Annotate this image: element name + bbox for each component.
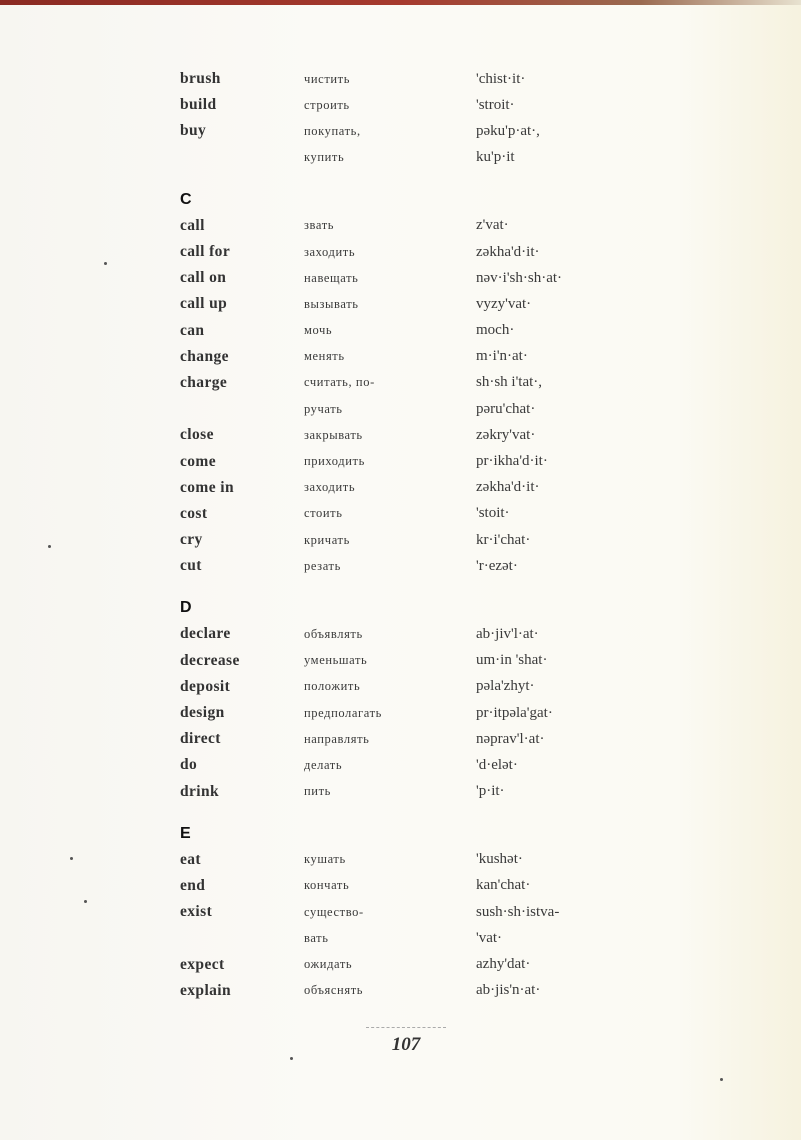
english-word: can xyxy=(180,321,205,339)
transliteration: 'r·ezət· xyxy=(476,557,518,574)
vocabulary-entry xyxy=(180,344,620,370)
page-footer xyxy=(364,1027,448,1056)
transliteration: sush·sh·istva- xyxy=(476,903,560,920)
russian-word: приходить xyxy=(304,454,365,469)
english-word: call up xyxy=(180,295,228,313)
transliteration: sh·sh i'tat·, xyxy=(476,374,543,391)
english-word: expect xyxy=(180,955,225,973)
page-number: 107 xyxy=(391,1034,421,1055)
vocabulary-list xyxy=(180,66,620,1004)
vocabulary-entry xyxy=(180,501,620,527)
russian-word: закрывать xyxy=(304,427,363,442)
vocabulary-entry xyxy=(180,621,620,647)
section-e xyxy=(180,821,620,1004)
transliteration: ku'p·it xyxy=(476,149,515,166)
english-word: cost xyxy=(180,504,208,522)
transliteration: pəru'chat· xyxy=(476,400,536,417)
english-word: eat xyxy=(180,850,201,868)
english-word: come in xyxy=(180,478,235,496)
russian-word: кричать xyxy=(304,532,350,547)
english-word: buy xyxy=(180,122,207,140)
vocabulary-entry xyxy=(180,396,620,422)
transliteration: pr·itpəla'gat· xyxy=(476,704,553,721)
vocabulary-entry xyxy=(180,448,620,474)
vocabulary-entry xyxy=(180,145,620,171)
english-word: close xyxy=(180,426,214,444)
english-word: build xyxy=(180,96,217,114)
english-word: do xyxy=(180,756,198,774)
vocabulary-entry xyxy=(180,118,620,144)
russian-word: мочь xyxy=(304,323,333,338)
transliteration: 'd·elət· xyxy=(476,756,518,773)
transliteration: kan'chat· xyxy=(476,877,531,894)
russian-word: заходить xyxy=(304,244,356,259)
english-word: deposit xyxy=(180,677,231,695)
russian-word: чистить xyxy=(304,71,351,86)
transliteration: kr·i'chat· xyxy=(476,531,531,548)
russian-word: направлять xyxy=(304,731,370,746)
section-b xyxy=(180,66,620,171)
english-word: explain xyxy=(180,981,232,999)
vocabulary-entry xyxy=(180,978,620,1004)
english-word: exist xyxy=(180,903,213,921)
vocabulary-entry xyxy=(180,92,620,118)
english-word: design xyxy=(180,704,225,722)
english-word: end xyxy=(180,876,206,894)
scan-speck xyxy=(290,1057,293,1060)
transliteration: 'p·it· xyxy=(476,783,505,800)
transliteration: z'vat· xyxy=(476,217,509,234)
english-word: direct xyxy=(180,730,221,748)
russian-word: ручать xyxy=(304,401,343,416)
russian-word: звать xyxy=(304,218,335,233)
transliteration: zəkha'd·it· xyxy=(476,243,540,260)
transliteration: nəprav'l·at· xyxy=(476,730,545,747)
vocabulary-entry xyxy=(180,925,620,951)
english-word: change xyxy=(180,347,229,365)
transliteration: 'chist·it· xyxy=(476,70,526,87)
vocabulary-entry xyxy=(180,847,620,873)
russian-word: предполагать xyxy=(304,705,382,720)
english-word: call on xyxy=(180,269,227,287)
vocabulary-entry xyxy=(180,66,620,92)
vocabulary-entry xyxy=(180,527,620,553)
vocabulary-entry xyxy=(180,213,620,239)
footer-rule xyxy=(366,1027,446,1030)
transliteration: ab·jis'n·at· xyxy=(476,982,541,999)
vocabulary-entry xyxy=(180,726,620,752)
transliteration: vyzy'vat· xyxy=(476,295,532,312)
transliteration: pəla'zhyt· xyxy=(476,678,535,695)
russian-word: уменьшать xyxy=(304,653,368,668)
transliteration: zəkha'd·it· xyxy=(476,479,540,496)
russian-word: существо- xyxy=(304,904,364,919)
section-letter: C xyxy=(180,190,192,208)
russian-word: навещать xyxy=(304,270,359,285)
english-word: call xyxy=(180,216,205,234)
russian-word: делать xyxy=(304,757,343,772)
transliteration: 'stoit· xyxy=(476,505,510,522)
english-word: brush xyxy=(180,70,221,88)
vocabulary-entry xyxy=(180,700,620,726)
russian-word: вызывать xyxy=(304,296,359,311)
vocabulary-entry xyxy=(180,265,620,291)
russian-word: кончать xyxy=(304,878,350,893)
transliteration: pəku'p·at·, xyxy=(476,122,540,139)
transliteration: 'vat· xyxy=(476,929,503,946)
scan-speck xyxy=(48,545,51,548)
english-word: decrease xyxy=(180,651,240,669)
russian-word: кушать xyxy=(304,852,346,867)
vocabulary-entry xyxy=(180,873,620,899)
vocabulary-entry xyxy=(180,648,620,674)
vocabulary-entry xyxy=(180,370,620,396)
section-d xyxy=(180,595,620,804)
russian-word: положить xyxy=(304,679,361,694)
english-word: cry xyxy=(180,531,203,549)
vocabulary-entry xyxy=(180,422,620,448)
transliteration: um·in 'shat· xyxy=(476,652,548,669)
vocabulary-entry xyxy=(180,752,620,778)
scan-speck xyxy=(70,857,73,860)
english-word: come xyxy=(180,452,217,470)
english-word: call for xyxy=(180,243,231,261)
transliteration: 'stroit· xyxy=(476,96,515,113)
vocabulary-entry xyxy=(180,291,620,317)
transliteration: nəv·i'sh·sh·at· xyxy=(476,269,563,286)
english-word: cut xyxy=(180,557,202,575)
russian-word: покупать, xyxy=(304,123,361,138)
russian-word: менять xyxy=(304,349,345,364)
vocabulary-entry xyxy=(180,239,620,265)
section-c xyxy=(180,187,620,580)
transliteration: m·i'n·at· xyxy=(476,348,528,365)
english-word: declare xyxy=(180,625,231,643)
english-word: drink xyxy=(180,782,220,800)
scan-speck xyxy=(84,900,87,903)
vocabulary-entry xyxy=(180,553,620,579)
scan-speck xyxy=(720,1078,723,1081)
page-top-edge xyxy=(0,0,801,5)
russian-word: вать xyxy=(304,930,329,945)
russian-word: резать xyxy=(304,558,341,573)
russian-word: строить xyxy=(304,97,350,112)
english-word: charge xyxy=(180,373,228,391)
russian-word: стоить xyxy=(304,506,343,521)
transliteration: azhy'dat· xyxy=(476,956,531,973)
transliteration: ab·jiv'l·at· xyxy=(476,625,539,642)
russian-word: пить xyxy=(304,784,331,799)
russian-word: заходить xyxy=(304,480,356,495)
section-letter: D xyxy=(180,599,192,617)
russian-word: купить xyxy=(304,150,345,165)
russian-word: ожидать xyxy=(304,957,353,972)
vocabulary-entry xyxy=(180,899,620,925)
vocabulary-entry xyxy=(180,475,620,501)
transliteration: zəkry'vat· xyxy=(476,426,536,443)
vocabulary-entry xyxy=(180,674,620,700)
vocabulary-entry xyxy=(180,318,620,344)
transliteration: 'kushət· xyxy=(476,851,523,868)
russian-word: объяснять xyxy=(304,983,364,998)
transliteration: pr·ikha'd·it· xyxy=(476,453,548,470)
russian-word: объявлять xyxy=(304,626,363,641)
vocabulary-entry xyxy=(180,951,620,977)
transliteration: moch· xyxy=(476,322,515,339)
vocabulary-entry xyxy=(180,779,620,805)
russian-word: считать, по- xyxy=(304,375,375,390)
section-letter: E xyxy=(180,824,191,842)
scan-speck xyxy=(104,262,107,265)
